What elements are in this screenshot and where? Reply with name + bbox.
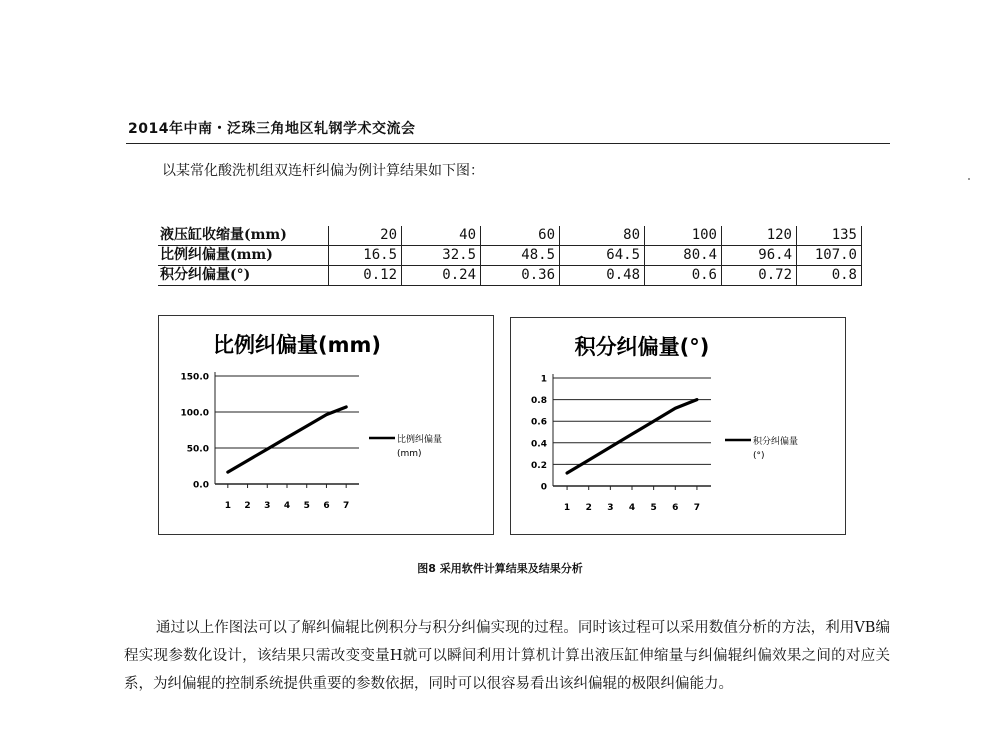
table-cell: 0.72 bbox=[722, 266, 797, 286]
y-tick-label: 150.0 bbox=[180, 372, 209, 383]
legend-label: 积分纠偏量 bbox=[753, 437, 799, 447]
table-cell: 16.5 bbox=[329, 246, 402, 266]
series-line bbox=[567, 400, 697, 473]
x-tick-label: 5 bbox=[650, 503, 657, 513]
table-cell: 0.48 bbox=[560, 266, 645, 286]
table-cell: 107.0 bbox=[797, 246, 862, 266]
x-tick-label: 2 bbox=[244, 501, 251, 511]
table-row-label: 液压缸收缩量(mm) bbox=[158, 226, 329, 246]
table-cell: 80 bbox=[560, 226, 645, 246]
table-row bbox=[158, 246, 862, 266]
y-tick-label: 100.0 bbox=[180, 408, 209, 419]
table-cell: 0.6 bbox=[645, 266, 722, 286]
figure-caption: 图8 采用软件计算结果及结果分析 bbox=[417, 562, 583, 575]
y-tick-label: 1 bbox=[540, 374, 547, 385]
header-rule bbox=[126, 143, 890, 144]
table-cell: 0.36 bbox=[481, 266, 560, 286]
x-tick-label: 4 bbox=[283, 501, 291, 511]
running-header: 2014年中南・泛珠三角地区轧钢学术交流会 bbox=[128, 121, 416, 137]
scan-speck bbox=[968, 178, 970, 180]
table-cell: 80.4 bbox=[645, 246, 722, 266]
y-tick-label: 0.0 bbox=[193, 480, 209, 491]
proportional-correction-chart bbox=[158, 315, 494, 535]
y-tick-label: 0.2 bbox=[531, 460, 547, 471]
table-cell: 0.8 bbox=[797, 266, 862, 286]
x-tick-label: 1 bbox=[563, 503, 571, 513]
y-tick-label: 50.0 bbox=[186, 444, 209, 455]
table-row-label: 比例纠偏量(mm) bbox=[158, 246, 329, 266]
chart-canvas bbox=[159, 316, 493, 534]
legend-label: (mm) bbox=[397, 449, 422, 459]
legend-label: (°) bbox=[753, 451, 765, 461]
table-cell: 100 bbox=[645, 226, 722, 246]
table-cell: 64.5 bbox=[560, 246, 645, 266]
x-tick-label: 1 bbox=[224, 501, 231, 511]
results-table bbox=[158, 226, 862, 286]
y-tick-label: 0 bbox=[540, 482, 547, 493]
chart-title: 积分纠偏量(°) bbox=[574, 335, 710, 359]
body-paragraph bbox=[124, 614, 890, 698]
integral-correction-chart bbox=[510, 317, 846, 535]
table-cell: 0.24 bbox=[402, 266, 481, 286]
y-tick-label: 0.8 bbox=[531, 396, 547, 407]
chart-canvas bbox=[511, 318, 845, 534]
x-tick-label: 7 bbox=[343, 501, 350, 511]
x-tick-label: 4 bbox=[628, 503, 636, 513]
table-cell: 48.5 bbox=[481, 246, 560, 266]
intro-sentence: 以某常化酸洗机组双连杆纠偏为例计算结果如下图： bbox=[162, 163, 484, 179]
table-cell: 120 bbox=[722, 226, 797, 246]
x-tick-label: 3 bbox=[607, 503, 614, 513]
chart-title: 比例纠偏量(mm) bbox=[213, 333, 381, 357]
x-tick-label: 5 bbox=[303, 501, 310, 511]
table-cell: 0.12 bbox=[329, 266, 402, 286]
x-tick-label: 6 bbox=[323, 501, 330, 511]
table-row-label: 积分纠偏量(°) bbox=[158, 266, 329, 286]
series-line bbox=[228, 407, 346, 472]
table-cell: 60 bbox=[481, 226, 560, 246]
y-tick-label: 0.6 bbox=[531, 417, 547, 428]
x-tick-label: 2 bbox=[585, 503, 592, 513]
legend-label: 比例纠偏量 bbox=[397, 435, 443, 445]
table-cell: 32.5 bbox=[402, 246, 481, 266]
x-tick-label: 3 bbox=[264, 501, 271, 511]
table-row bbox=[158, 266, 862, 286]
x-tick-label: 7 bbox=[693, 503, 701, 513]
table-row bbox=[158, 226, 862, 246]
y-tick-label: 0.4 bbox=[531, 439, 547, 450]
table-cell: 135 bbox=[797, 226, 862, 246]
table-cell: 40 bbox=[402, 226, 481, 246]
table-cell: 20 bbox=[329, 226, 402, 246]
paragraph-text: 通过以上作图法可以了解纠偏辊比例积分与积分纠偏实现的过程。同时该过程可以采用数值分析的方法，利用VB编程实现参数化设计，该结果只需改变变量H就可以瞬间利用计算机计算出液压缸伸缩量与纠偏辊纠偏效果之间的对应关系，为纠偏辊的控制系统提供重要的参数依据，同时可以很容易看出该纠偏辊的极限纠偏能力。 bbox=[124, 620, 890, 692]
table-cell: 96.4 bbox=[722, 246, 797, 266]
x-tick-label: 6 bbox=[672, 503, 679, 513]
